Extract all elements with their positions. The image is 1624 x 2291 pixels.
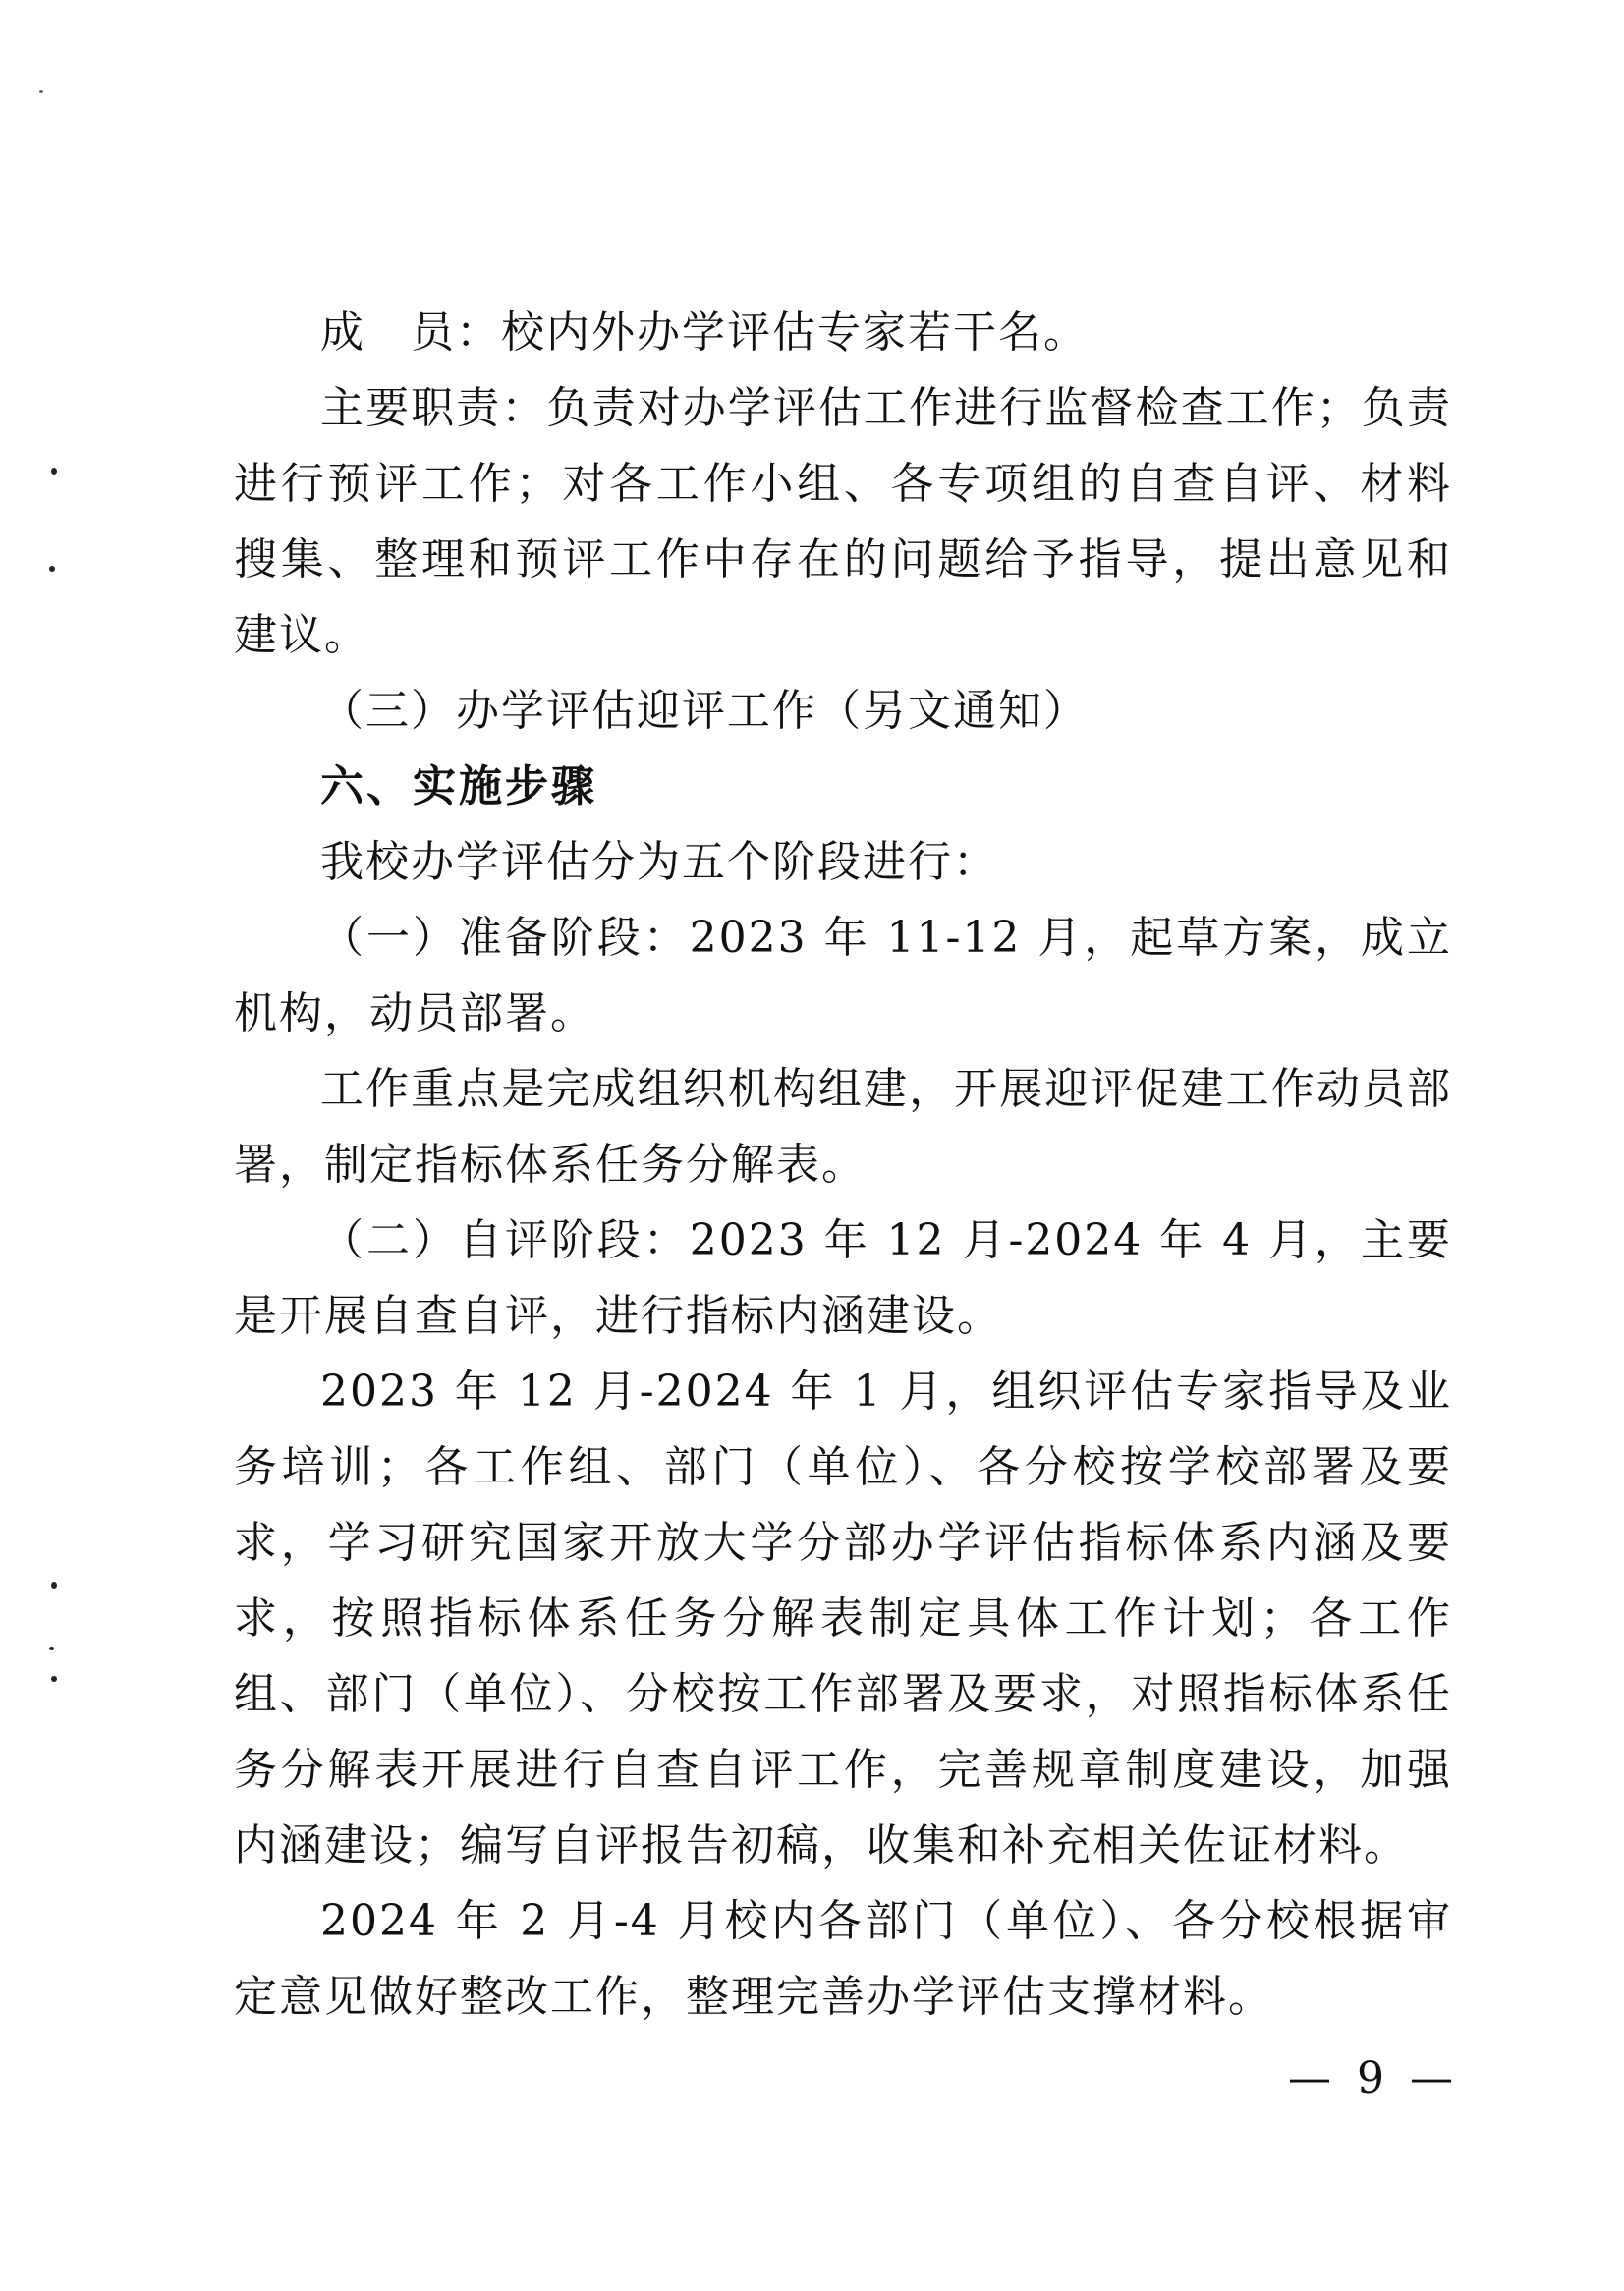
stage-one-paragraph: （一）准备阶段：2023 年 11-12 月，起草方案，成立机构，动员部署。 — [234, 913, 1452, 1038]
members-paragraph: 成 员：校内外办学评估专家若干名。 — [320, 307, 1089, 358]
stage-two-detail-paragraph: 2023 年 12 月-2024 年 1 月，组织评估专家指导及业务培训；各工作组、部门（单位）、各分校按学校部署及要求，学习研究国家开放大学分部办学评估指标体系内涵及要求，按照指标体系任务分解表制定具体工作计划；各工作组、部门（单位）、分校按工作部署及要求，对照指标体系任务分解表开展进行自查自评工作，完善规章制度建设，加强内涵建设；编写自评报告初稿，收集和补充相关佐证材料。 — [234, 1367, 1452, 1871]
page-number: — 9 — — [1288, 2053, 1459, 2103]
document-body — [234, 295, 1452, 2035]
intro-paragraph: 我校办学评估分为五个阶段进行： — [320, 837, 998, 887]
stage-two-paragraph: （二）自评阶段：2023 年 12 月-2024 年 4 月，主要是开展自查自评，进行指标内涵建设。 — [234, 1215, 1452, 1341]
scan-mark — [49, 1647, 54, 1650]
duties-paragraph: 主要职责：负责对办学评估工作进行监督检查工作；负责进行预评工作；对各工作小组、各专项组的自查自评、材料搜集、整理和预评工作中存在的问题给予指导，提出意见和建议。 — [234, 383, 1452, 660]
subsection-heading: （三）办学评估迎评工作（另文通知） — [320, 686, 1089, 736]
section-heading: 六、实施步骤 — [320, 761, 597, 811]
scan-mark — [39, 90, 43, 93]
scan-mark — [49, 566, 55, 572]
stage-one-focus-paragraph: 工作重点是完成组织机构组建，开展迎评促建工作动员部署，制定指标体系任务分解表。 — [234, 1064, 1452, 1190]
stage-two-rectification-paragraph: 2024 年 2 月-4 月校内各部门（单位）、各分校根据审定意见做好整改工作，整理完善办学评估支撑材料。 — [234, 1896, 1452, 2022]
scan-mark — [51, 1582, 57, 1589]
scan-mark — [51, 1676, 57, 1682]
scan-mark — [51, 468, 57, 475]
